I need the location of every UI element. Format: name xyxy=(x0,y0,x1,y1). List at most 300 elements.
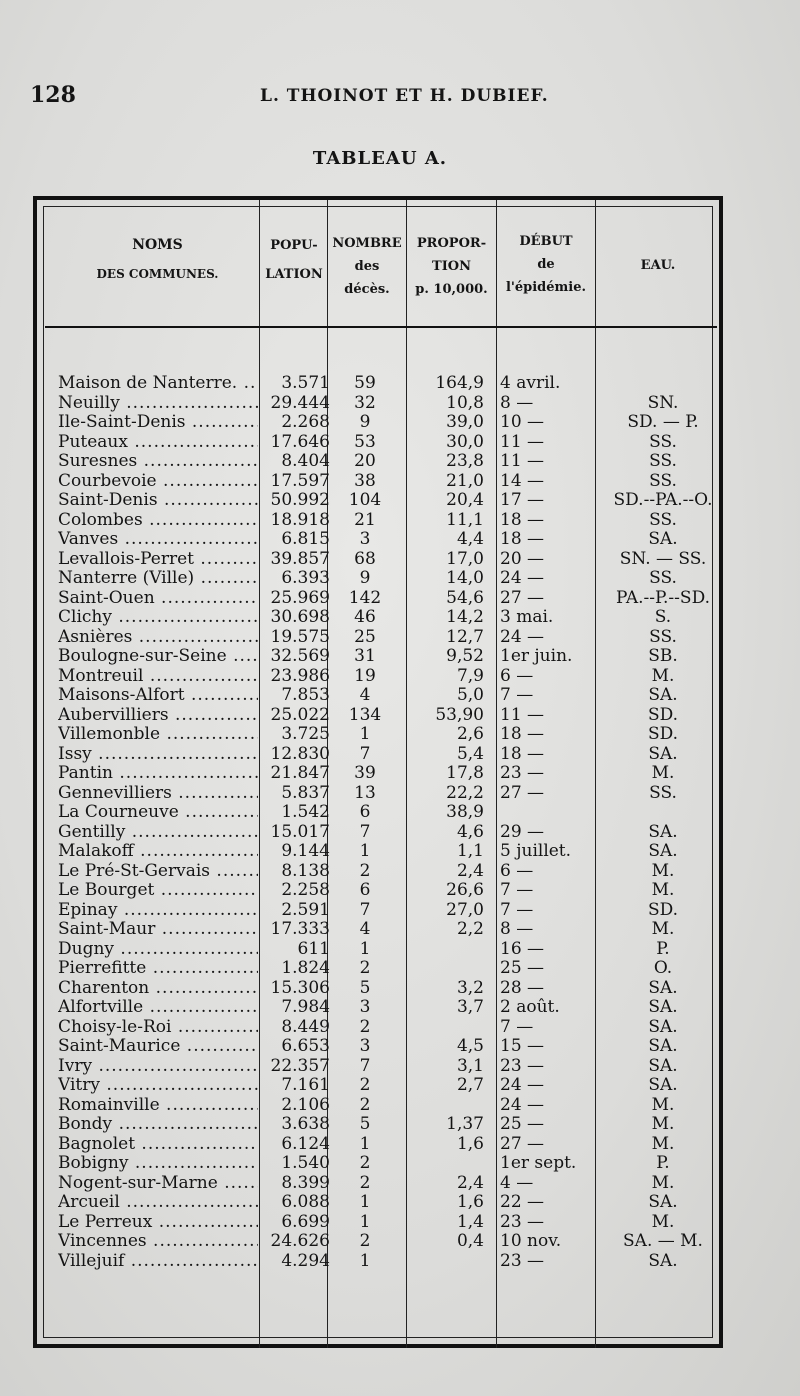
water-source: M. xyxy=(651,1114,675,1134)
deaths-value: 5 xyxy=(359,977,371,998)
epidemic-start: 23 — xyxy=(500,1250,545,1271)
epidemic-start: 25 — xyxy=(500,1114,545,1134)
deaths-value: 13 xyxy=(354,782,376,803)
proportion-value: 7,9 xyxy=(456,665,484,686)
water-source: SB. xyxy=(648,646,678,666)
epidemic-start: 17 — xyxy=(500,490,545,510)
population-value: 19.575 xyxy=(270,626,330,647)
table-row xyxy=(0,842,800,862)
commune-name: Ivry ..... xyxy=(58,1057,258,1077)
population-value: 6.815 xyxy=(281,529,330,549)
proportion-value: 1,6 xyxy=(456,1133,484,1154)
commune-name: Gentilly ..... xyxy=(58,823,258,843)
deaths-value: 6 xyxy=(359,802,371,822)
deaths-value: 31 xyxy=(354,646,376,666)
water-source: SS. xyxy=(649,451,677,471)
population-value: 25.969 xyxy=(270,587,330,608)
commune-name: Maison de Nanterre. ..... xyxy=(58,374,258,394)
commune-name: Issy ..... xyxy=(58,745,258,765)
water-source: SS. xyxy=(649,431,677,452)
commune-name: Charenton ..... xyxy=(58,979,258,999)
deaths-value: 104 xyxy=(348,490,382,510)
population-value: 17.333 xyxy=(270,919,330,939)
deaths-value: 7 xyxy=(359,743,371,764)
table-row xyxy=(0,394,800,414)
water-source: PA.--P.--SD. xyxy=(615,587,710,608)
proportion-value: 14,2 xyxy=(446,607,484,627)
commune-name: Courbevoie ..... xyxy=(58,472,258,492)
commune-name: Saint-Maur ..... xyxy=(58,920,258,940)
commune-name: Vanves ..... xyxy=(58,530,258,550)
commune-name: Vitry ..... xyxy=(58,1076,258,1096)
deaths-value: 53 xyxy=(354,431,376,452)
table-row xyxy=(0,530,800,550)
population-value: 50.992 xyxy=(270,490,330,510)
water-source: SS. xyxy=(649,568,677,588)
epidemic-start: 24 — xyxy=(500,568,545,588)
header-debut-line3: l'épidémie. xyxy=(505,280,587,295)
water-source: SA. xyxy=(648,821,678,842)
commune-name: Le Perreux ..... xyxy=(58,1213,258,1233)
commune-name: Saint-Denis ..... xyxy=(58,491,258,511)
population-value: 1.540 xyxy=(281,1153,330,1173)
proportion-value: 4,6 xyxy=(456,821,484,842)
population-value: 2.106 xyxy=(281,1094,330,1115)
deaths-value: 2 xyxy=(359,958,371,978)
population-value: 2.591 xyxy=(281,899,330,920)
table-row xyxy=(0,1076,800,1096)
water-source: SA. xyxy=(648,529,678,549)
header-eau xyxy=(596,254,720,277)
population-value: 2.268 xyxy=(281,412,330,432)
epidemic-start: 7 — xyxy=(500,1016,534,1037)
table-row xyxy=(0,1037,800,1057)
epidemic-start: 28 — xyxy=(500,977,545,998)
epidemic-start: 27 — xyxy=(500,1133,545,1154)
water-source: SD. xyxy=(647,899,679,920)
proportion-value: 1,37 xyxy=(446,1114,484,1134)
deaths-value: 1 xyxy=(359,1192,371,1212)
epidemic-start: 25 — xyxy=(500,958,545,978)
epidemic-start: 23 — xyxy=(500,1055,545,1076)
commune-name: Montreuil ..... xyxy=(58,667,258,687)
epidemic-start: 27 — xyxy=(500,782,545,803)
table-row xyxy=(0,862,800,882)
table-row xyxy=(0,1057,800,1077)
commune-name: Colombes ..... xyxy=(58,511,258,531)
table-row xyxy=(0,998,800,1018)
page-header xyxy=(30,78,730,114)
header-population xyxy=(260,234,328,286)
table-row xyxy=(0,472,800,492)
population-value: 25.022 xyxy=(270,704,330,725)
commune-name: Pierrefitte ..... xyxy=(58,959,258,979)
commune-name: Puteaux ..... xyxy=(58,433,258,453)
population-value: 6.124 xyxy=(281,1133,330,1154)
population-value: 7.853 xyxy=(281,685,330,705)
proportion-value: 54,6 xyxy=(446,587,484,608)
commune-name: Saint-Maurice ..... xyxy=(58,1037,258,1057)
deaths-value: 2 xyxy=(359,1153,371,1173)
header-deces-line3: décès. xyxy=(344,282,390,297)
header-deces-line2: des xyxy=(354,259,380,274)
table-row xyxy=(0,706,800,726)
table-row xyxy=(0,1018,800,1038)
proportion-value: 23,8 xyxy=(446,451,484,471)
population-value: 8.138 xyxy=(281,860,330,881)
commune-name: Le Bourget ..... xyxy=(58,881,258,901)
epidemic-start: 7 — xyxy=(500,880,534,900)
deaths-value: 4 xyxy=(359,919,371,939)
proportion-value: 17,0 xyxy=(446,548,484,569)
water-source: P. xyxy=(656,1153,670,1173)
proportion-value: 20,4 xyxy=(446,490,484,510)
water-source: SA. xyxy=(648,1055,678,1076)
deaths-value: 142 xyxy=(348,587,382,608)
header-noms-line2: DES COMMUNES. xyxy=(96,267,219,281)
table-row xyxy=(0,647,800,667)
population-value: 15.017 xyxy=(270,821,330,842)
water-source: M. xyxy=(651,665,675,686)
epidemic-start: 5 juillet. xyxy=(500,841,572,861)
commune-name: Nogent-sur-Marne ..... xyxy=(58,1174,258,1194)
population-value: 32.569 xyxy=(270,646,330,666)
epidemic-start: 11 — xyxy=(500,451,545,471)
population-value: 6.393 xyxy=(281,568,330,588)
commune-name: Gennevilliers ..... xyxy=(58,784,258,804)
deaths-value: 59 xyxy=(354,373,376,393)
deaths-value: 3 xyxy=(359,1036,371,1056)
deaths-value: 5 xyxy=(359,1114,371,1134)
epidemic-start: 23 — xyxy=(500,1211,545,1232)
commune-name: Le Pré-St-Gervais ..... xyxy=(58,862,258,882)
water-source: SA. xyxy=(648,1192,678,1212)
epidemic-start: 11 — xyxy=(500,431,545,452)
deaths-value: 9 xyxy=(359,568,371,588)
epidemic-start: 10 nov. xyxy=(500,1231,562,1251)
proportion-value: 164,9 xyxy=(435,373,484,393)
epidemic-start: 4 avril. xyxy=(500,373,561,393)
header-debut-line1: DÉBUT xyxy=(519,234,573,249)
deaths-value: 2 xyxy=(359,1231,371,1251)
proportion-value: 14,0 xyxy=(446,568,484,588)
commune-name: Boulogne-sur-Seine ..... xyxy=(58,647,258,667)
table-row xyxy=(0,491,800,511)
deaths-value: 2 xyxy=(359,1172,371,1193)
header-deces-line1: NOMBRE xyxy=(332,236,402,251)
table-row xyxy=(0,1232,800,1252)
population-value: 17.597 xyxy=(270,470,330,491)
page-number: 128 xyxy=(30,82,76,108)
deaths-value: 32 xyxy=(354,392,376,413)
header-population-line2: LATION xyxy=(265,267,323,282)
proportion-value: 4,4 xyxy=(456,529,484,549)
water-source: SA. xyxy=(648,997,678,1017)
population-value: 7.161 xyxy=(281,1075,330,1095)
header-eau-line1: EAU. xyxy=(640,258,676,273)
epidemic-start: 6 — xyxy=(500,860,534,881)
proportion-value: 53,90 xyxy=(435,704,484,725)
commune-name: Clichy ..... xyxy=(58,608,258,628)
population-value: 8.449 xyxy=(281,1016,330,1037)
deaths-value: 1 xyxy=(359,841,371,861)
proportion-value: 9,52 xyxy=(446,646,484,666)
deaths-value: 1 xyxy=(359,1133,371,1154)
commune-name: Asnières ..... xyxy=(58,628,258,648)
population-value: 2.258 xyxy=(281,880,330,900)
proportion-value: 3,2 xyxy=(456,977,484,998)
proportion-value: 11,1 xyxy=(446,509,484,530)
epidemic-start: 24 — xyxy=(500,1094,545,1115)
commune-name: Pantin ..... xyxy=(58,764,258,784)
epidemic-start: 18 — xyxy=(500,743,545,764)
commune-name: Dugny ..... xyxy=(58,940,258,960)
water-source: SD. xyxy=(647,724,679,744)
population-value: 6.088 xyxy=(281,1192,330,1212)
commune-name: Villemonble ..... xyxy=(58,725,258,745)
epidemic-start: 24 — xyxy=(500,626,545,647)
deaths-value: 38 xyxy=(354,470,376,491)
running-title: L. THOINOT ET H. DUBIEF. xyxy=(260,86,549,106)
water-source: SS. xyxy=(649,626,677,647)
table-row xyxy=(0,979,800,999)
table-row xyxy=(0,901,800,921)
proportion-value: 3,7 xyxy=(456,997,484,1017)
deaths-value: 2 xyxy=(359,1075,371,1095)
commune-name: Ile-Saint-Denis ..... xyxy=(58,413,258,433)
population-value: 23.986 xyxy=(270,665,330,686)
water-source: SN. xyxy=(647,392,679,413)
epidemic-start: 18 — xyxy=(500,509,545,530)
commune-name: Alfortville ..... xyxy=(58,998,258,1018)
table-row xyxy=(0,881,800,901)
table-row xyxy=(0,920,800,940)
water-source: O. xyxy=(653,958,673,978)
header-proportion-line1: PROPOR- xyxy=(416,236,487,251)
population-value: 12.830 xyxy=(270,743,330,764)
deaths-value: 2 xyxy=(359,1016,371,1037)
epidemic-start: 22 — xyxy=(500,1192,545,1212)
deaths-value: 7 xyxy=(359,1055,371,1076)
table-row xyxy=(0,1135,800,1155)
proportion-value: 1,4 xyxy=(456,1211,484,1232)
water-source: SA. xyxy=(648,685,678,705)
proportion-value: 2,4 xyxy=(456,860,484,881)
water-source: M. xyxy=(651,860,675,881)
water-source: M. xyxy=(651,1211,675,1232)
table-row xyxy=(0,1252,800,1272)
population-value: 18.918 xyxy=(270,509,330,530)
population-value: 3.571 xyxy=(281,373,330,393)
deaths-value: 39 xyxy=(354,763,376,783)
deaths-value: 9 xyxy=(359,412,371,432)
epidemic-start: 3 mai. xyxy=(500,607,554,627)
population-value: 1.542 xyxy=(281,802,330,822)
commune-name: Bagnolet ..... xyxy=(58,1135,258,1155)
commune-name: Arcueil ..... xyxy=(58,1193,258,1213)
epidemic-start: 23 — xyxy=(500,763,545,783)
water-source: SS. xyxy=(649,470,677,491)
epidemic-start: 20 — xyxy=(500,548,545,569)
deaths-value: 2 xyxy=(359,1094,371,1115)
epidemic-start: 16 — xyxy=(500,938,545,959)
population-value: 3.638 xyxy=(281,1114,330,1134)
proportion-value: 38,9 xyxy=(446,802,484,822)
epidemic-start: 27 — xyxy=(500,587,545,608)
proportion-value: 1,1 xyxy=(456,841,484,861)
proportion-value: 2,7 xyxy=(456,1075,484,1095)
table-row xyxy=(0,1115,800,1135)
table-row xyxy=(0,764,800,784)
epidemic-start: 15 — xyxy=(500,1036,545,1056)
table-row xyxy=(0,413,800,433)
commune-name: La Courneuve ..... xyxy=(58,803,258,823)
commune-name: Suresnes ..... xyxy=(58,452,258,472)
water-source: SA. xyxy=(648,1075,678,1095)
population-value: 8.404 xyxy=(281,451,330,471)
table-row xyxy=(0,823,800,843)
population-value: 3.725 xyxy=(281,724,330,744)
table-row xyxy=(0,452,800,472)
population-value: 17.646 xyxy=(270,431,330,452)
header-noms-line1: NOMS xyxy=(132,237,183,253)
proportion-value: 0,4 xyxy=(456,1231,484,1251)
commune-name: Malakoff ..... xyxy=(58,842,258,862)
table-row xyxy=(0,803,800,823)
commune-name: Villejuif ..... xyxy=(58,1252,258,1272)
epidemic-start: 1er juin. xyxy=(500,646,573,666)
table-row xyxy=(0,374,800,394)
deaths-value: 68 xyxy=(354,548,376,569)
population-value: 39.857 xyxy=(270,548,330,569)
table-row xyxy=(0,550,800,570)
commune-name: Nanterre (Ville) ..... xyxy=(58,569,258,589)
header-proportion-line2: TION xyxy=(432,259,471,274)
table-row xyxy=(0,1193,800,1213)
deaths-value: 6 xyxy=(359,880,371,900)
table-row xyxy=(0,725,800,745)
epidemic-start: 7 — xyxy=(500,899,534,920)
proportion-value: 5,4 xyxy=(456,743,484,764)
epidemic-start: 10 — xyxy=(500,412,545,432)
header-debut-line2: de xyxy=(537,257,555,272)
deaths-value: 20 xyxy=(354,451,376,471)
water-source: M. xyxy=(651,763,675,783)
proportion-value: 26,6 xyxy=(446,880,484,900)
deaths-value: 7 xyxy=(359,821,371,842)
commune-name: Bondy ..... xyxy=(58,1115,258,1135)
commune-name: Saint-Ouen ..... xyxy=(58,589,258,609)
deaths-value: 134 xyxy=(348,704,382,725)
proportion-value: 2,4 xyxy=(456,1172,484,1193)
proportion-value: 2,6 xyxy=(456,724,484,744)
water-source: M. xyxy=(651,1094,675,1115)
proportion-value: 39,0 xyxy=(446,412,484,432)
table-row xyxy=(0,959,800,979)
water-source: SA. — M. xyxy=(623,1231,703,1251)
deaths-value: 21 xyxy=(354,509,376,530)
epidemic-start: 2 août. xyxy=(500,997,560,1017)
water-source: SA. xyxy=(648,743,678,764)
epidemic-start: 8 — xyxy=(500,392,534,413)
water-source: SA. xyxy=(648,1016,678,1037)
header-noms xyxy=(60,234,255,286)
commune-name: Neuilly ..... xyxy=(58,394,258,414)
commune-name: Aubervilliers ..... xyxy=(58,706,258,726)
header-deces xyxy=(328,232,406,301)
water-source: SD.--PA.--O. xyxy=(613,490,713,510)
deaths-value: 3 xyxy=(359,529,371,549)
table-row xyxy=(0,433,800,453)
deaths-value: 7 xyxy=(359,899,371,920)
epidemic-start: 4 — xyxy=(500,1172,534,1193)
proportion-value: 5,0 xyxy=(456,685,484,705)
commune-name: Romainville ..... xyxy=(58,1096,258,1116)
commune-name: Maisons-Alfort ..... xyxy=(58,686,258,706)
epidemic-start: 1er sept. xyxy=(500,1153,577,1173)
deaths-value: 4 xyxy=(359,685,371,705)
water-source: SN. — SS. xyxy=(619,548,707,569)
population-value: 21.847 xyxy=(270,763,330,783)
population-value: 611 xyxy=(297,938,330,959)
water-source: SA. xyxy=(648,1250,678,1271)
commune-name: Bobigny ..... xyxy=(58,1154,258,1174)
water-source: M. xyxy=(651,1172,675,1193)
population-value: 6.699 xyxy=(281,1211,330,1232)
proportion-value: 27,0 xyxy=(446,899,484,920)
header-proportion xyxy=(407,232,496,301)
table-row xyxy=(0,628,800,648)
water-source: M. xyxy=(651,919,675,939)
table-row xyxy=(0,667,800,687)
deaths-value: 1 xyxy=(359,938,371,959)
deaths-value: 25 xyxy=(354,626,376,647)
deaths-value: 1 xyxy=(359,1211,371,1232)
water-source: S. xyxy=(654,607,672,627)
water-source: P. xyxy=(656,938,670,959)
table-body xyxy=(0,374,800,1271)
proportion-value: 1,6 xyxy=(456,1192,484,1212)
proportion-value: 22,2 xyxy=(446,782,484,803)
table-row xyxy=(0,1213,800,1233)
table-row xyxy=(0,745,800,765)
proportion-value: 3,1 xyxy=(456,1055,484,1076)
population-value: 29.444 xyxy=(270,392,330,413)
table-row xyxy=(0,511,800,531)
population-value: 8.399 xyxy=(281,1172,330,1193)
deaths-value: 46 xyxy=(354,607,376,627)
epidemic-start: 14 — xyxy=(500,470,545,491)
water-source: SS. xyxy=(649,509,677,530)
population-value: 24.626 xyxy=(270,1231,330,1251)
proportion-value: 2,2 xyxy=(456,919,484,939)
proportion-value: 30,0 xyxy=(446,431,484,452)
epidemic-start: 8 — xyxy=(500,919,534,939)
table-row xyxy=(0,686,800,706)
population-value: 5.837 xyxy=(281,782,330,803)
table-row xyxy=(0,1174,800,1194)
table-row xyxy=(0,1154,800,1174)
epidemic-start: 18 — xyxy=(500,724,545,744)
water-source: SS. xyxy=(649,782,677,803)
table-row xyxy=(0,569,800,589)
population-value: 30.698 xyxy=(270,607,330,627)
water-source: SD. — P. xyxy=(627,412,699,432)
deaths-value: 19 xyxy=(354,665,376,686)
deaths-value: 1 xyxy=(359,1250,371,1271)
epidemic-start: 24 — xyxy=(500,1075,545,1095)
population-value: 9.144 xyxy=(281,841,330,861)
